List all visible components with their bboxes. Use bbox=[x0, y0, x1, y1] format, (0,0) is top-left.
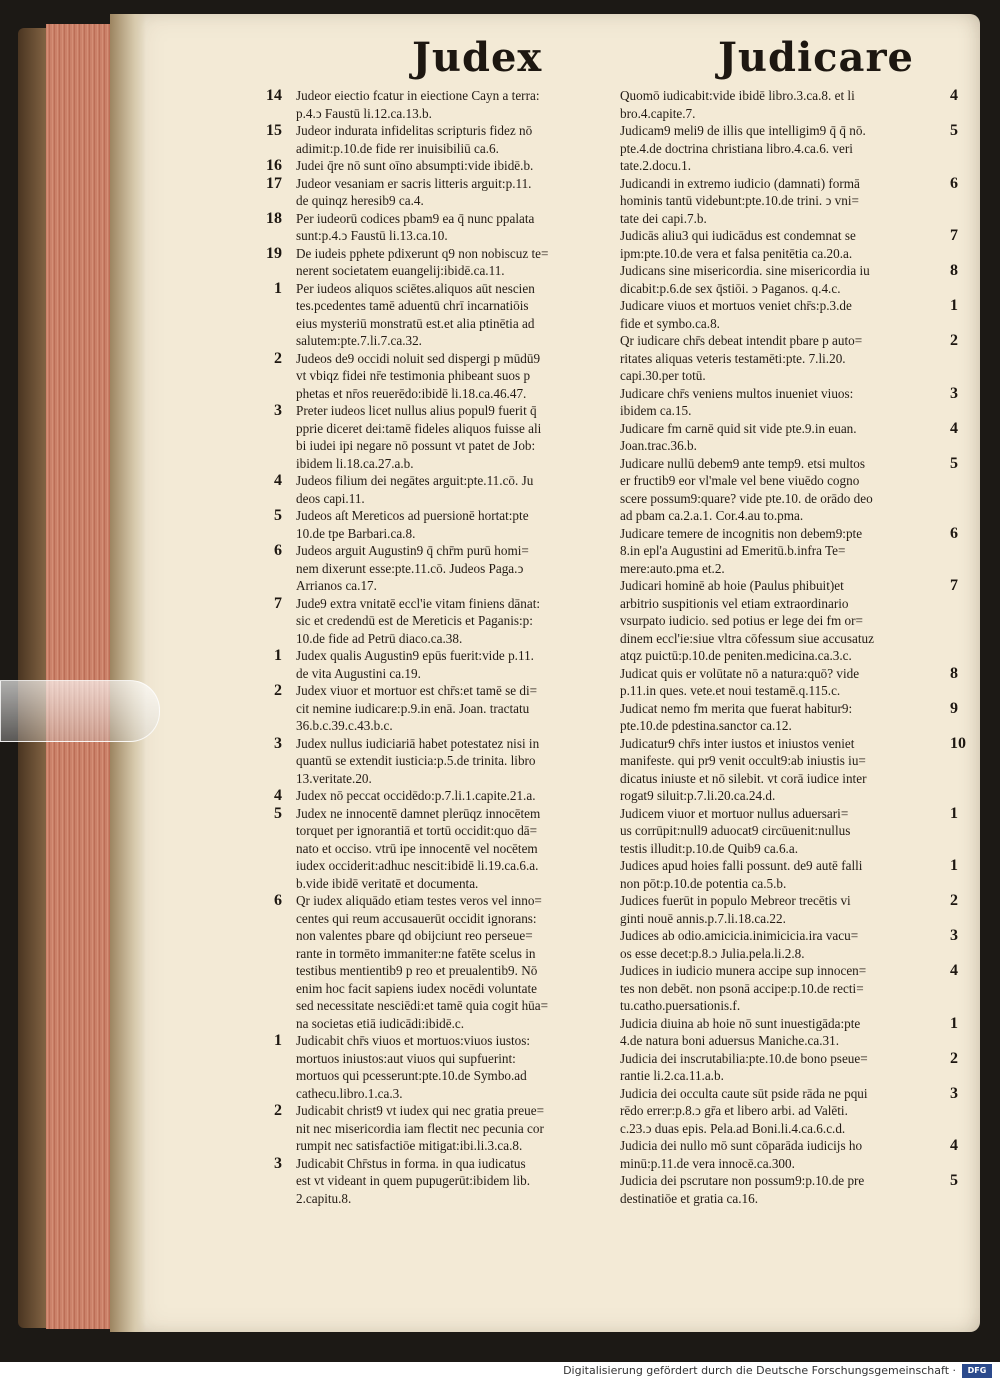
entry-line: bro.4.capite.7. bbox=[620, 105, 696, 121]
entry-line: Jude9 extra vnitatē eccl'ie vitam finiens dānat: bbox=[296, 595, 541, 611]
index-entry bbox=[274, 1154, 616, 1208]
entry-line: mortuos iniustos:aut viuos qui supfuerint: bbox=[296, 1050, 516, 1066]
entry-number: 8 bbox=[950, 262, 958, 279]
entry-line: 4.de natura boni aduersus Maniche.ca.31. bbox=[620, 1033, 839, 1048]
entry-number: 6 bbox=[274, 542, 282, 559]
entry-line: na societas etiā iudicādi:ibidē.c. bbox=[296, 1015, 465, 1031]
entry-line: p.11.in ques. vete.et noui testamē.q.115.c. bbox=[620, 683, 841, 698]
entry-number: 4 bbox=[274, 787, 282, 804]
entry-line: 13.veritate.20. bbox=[296, 770, 372, 786]
entry-number: 5 bbox=[950, 122, 958, 139]
entry-number: 19 bbox=[266, 244, 282, 262]
index-entry bbox=[274, 804, 616, 893]
entry-line: Judicare chr̄s veniens multos inueniet viuos: bbox=[620, 385, 854, 401]
entry-number: 2 bbox=[274, 349, 282, 367]
index-entry bbox=[620, 1172, 958, 1207]
entry-line: testis illudit:p.10.de Quib9 ca.6.a. bbox=[620, 840, 799, 856]
index-entry bbox=[620, 332, 958, 385]
entry-line: non pōt:p.10.de potentia ca.5.b. bbox=[620, 875, 787, 891]
entry-line: quantū se extendit iusticia:p.5.de trinita. libro bbox=[296, 753, 536, 768]
entry-line: Per iudeorū codices pbam9 ea q̄ nunc ppalata bbox=[296, 210, 535, 226]
entry-number: 2 bbox=[950, 1049, 958, 1067]
entry-line: adimit:p.10.de fide rer inuisibiliū ca.6. bbox=[296, 140, 499, 156]
entry-line: Judicem viuor et mortuor nullus aduersari= bbox=[620, 805, 849, 821]
entry-number: 18 bbox=[266, 209, 282, 227]
entry-number: 3 bbox=[950, 1084, 958, 1102]
index-entry bbox=[266, 87, 616, 122]
entry-line: Judicare nullū debem9 ante temp9. etsi multos bbox=[620, 455, 866, 471]
entry-number: 1 bbox=[950, 857, 958, 874]
entry-line: enim hoc facit sapiens iudex nocēdi voluntate bbox=[296, 980, 537, 996]
entry-line: rumpit nec satisfactiōe mitigat:ibi.li.3.ca.8. bbox=[296, 1138, 523, 1153]
index-entry bbox=[266, 122, 616, 157]
entry-line: minū:p.11.de vera innocē.ca.300. bbox=[620, 1155, 795, 1171]
entry-line: Judicare viuos et mortuos veniet chr̄s:p.3.de bbox=[620, 298, 852, 313]
entry-line: Judeor indurata infidelitas scripturis fidez nō bbox=[296, 123, 533, 138]
index-entry bbox=[274, 1102, 616, 1155]
index-entry bbox=[620, 384, 958, 420]
entry-line: Judices in iudicio munera accipe sup innocen= bbox=[620, 963, 867, 978]
index-entry bbox=[620, 699, 958, 735]
entry-line: 36.b.c.39.c.43.b.c. bbox=[296, 718, 393, 733]
entry-line: ritates aliquas veteris testamēti:pte. 7.li.20. bbox=[620, 350, 846, 366]
index-entry bbox=[274, 787, 616, 805]
entry-line: Judex nullus iudiciariā habet potestatez nisi in bbox=[296, 735, 540, 751]
entry-line: 10.de fide ad Petrū diaco.ca.38. bbox=[296, 630, 463, 646]
entry-line: Qr iudicare chr̄s debeat intendit pbare p auto= bbox=[620, 333, 863, 348]
entry-line: Judeos de9 occidi noluit sed dispergi p mūdū9 bbox=[296, 350, 541, 366]
index-entry bbox=[274, 682, 616, 735]
entry-line: nato et occiso. vtrū ipe innocentē vel nocētem bbox=[296, 840, 538, 856]
entry-line: er fructib9 eor vl'male vel bene viuēdo cogno bbox=[620, 473, 860, 488]
index-entry bbox=[620, 962, 958, 1015]
entry-line: Judices apud hoies falli possunt. de9 autē falli bbox=[620, 858, 863, 873]
index-entry bbox=[620, 87, 958, 122]
entry-line: tu.catho.puersationis.f. bbox=[620, 998, 741, 1013]
entry-line: Judex ne innocentē damnet plerūqz innocētem bbox=[296, 805, 541, 821]
entry-number: 10 bbox=[950, 734, 966, 752]
index-entry bbox=[620, 1084, 958, 1138]
entry-number: 5 bbox=[274, 507, 282, 524]
index-entry bbox=[274, 594, 616, 648]
entry-line: sunt:p.4.ↄ Faustū li.13.ca.10. bbox=[296, 228, 448, 243]
index-entry bbox=[620, 1014, 958, 1050]
index-entry bbox=[266, 209, 616, 245]
entry-number: 15 bbox=[266, 122, 282, 139]
entry-number: 6 bbox=[950, 174, 958, 192]
entry-line: Per iudeos aliquos sciētes.aliquos aūt nescien bbox=[296, 280, 535, 296]
entry-line: Judex qualis Augustin9 epūs fuerit:vide p.11. bbox=[296, 648, 534, 663]
entry-line: mere:auto.pma et.2. bbox=[620, 560, 725, 576]
entry-line: Judicia diuina ab hoie nō sunt inuestigāda:pte bbox=[620, 1015, 861, 1031]
index-entry bbox=[274, 279, 616, 350]
entry-line: 10.de tpe Barbari.ca.8. bbox=[296, 525, 416, 541]
entry-line: pte.4.de doctrina christiana libro.4.ca.6. veri bbox=[620, 140, 853, 156]
entry-line: Judeor vesaniam er sacris litteris arguit:p.11. bbox=[296, 175, 532, 191]
entry-line: non valentes pbare qd obijciunt reo perseue= bbox=[296, 928, 533, 943]
entry-line: Judicatur9 chr̄s inter iustos et iniustos veniet bbox=[620, 735, 855, 751]
footer-bar bbox=[0, 1362, 1000, 1381]
entry-line: salutem:pte.7.li.7.ca.32. bbox=[296, 333, 422, 348]
entry-line: Judex viuor et mortuor est chr̄s:et tamē se di= bbox=[296, 683, 538, 698]
entry-line: dicatus iniuste et nō silebit. vt corā iudice inter bbox=[620, 770, 867, 786]
entry-line: est vt videant in quem pupugerūt:ibidem lib. bbox=[296, 1173, 531, 1188]
entry-line: de vita Augustini ca.19. bbox=[296, 665, 421, 681]
entry-line: rogat9 siluit:p.7.li.20.ca.24.d. bbox=[620, 788, 776, 803]
entry-line: pprie diceret dei:tamē fideles aliquos fuisse ali bbox=[296, 420, 542, 436]
entry-line: rēdo errer:p.8.ↄ gr̄a et libero arbi. ad Valēti. bbox=[620, 1103, 848, 1118]
entry-line: ad pbam ca.2.a.1. Cor.4.au to.pma. bbox=[620, 508, 804, 523]
entry-number: 4 bbox=[950, 1137, 958, 1154]
entry-line: tate.2.docu.1. bbox=[620, 158, 692, 173]
entry-number: 4 bbox=[950, 962, 958, 979]
entry-line: c.23.ↄ duas epis. Pela.ad Boni.li.4.ca.6.c.d. bbox=[620, 1120, 846, 1136]
entry-line: Judicia dei occulta caute sūt pside rāda ne pqui bbox=[620, 1085, 868, 1101]
entry-number: 16 bbox=[266, 157, 282, 174]
footer-credit: Digitalisierung gefördert durch die Deutsche Forschungsgemeinschaft · bbox=[563, 1364, 956, 1377]
entry-line: rantie li.2.ca.11.a.b. bbox=[620, 1068, 724, 1083]
entry-line: ibidem li.18.ca.27.a.b. bbox=[296, 455, 414, 471]
entry-line: De iudeis pphete pdixerunt q9 non nobiscuz te= bbox=[296, 245, 549, 261]
right-column bbox=[620, 87, 966, 1207]
entry-line: Judices fuerūt in populo Mebreor trecētis vi bbox=[620, 893, 851, 908]
entry-line: nit nec misericordia iam flectit nec pecunia cor bbox=[296, 1120, 544, 1136]
entry-line: ipm:pte.10.de vera et falsa penitētia ca.20.a. bbox=[620, 245, 853, 261]
entry-line: Judicare fm carnē quid sit vide pte.9.in euan. bbox=[620, 420, 857, 436]
entry-number: 7 bbox=[274, 594, 282, 612]
entry-number: 5 bbox=[950, 454, 958, 472]
entry-number: 6 bbox=[274, 892, 282, 909]
entry-number: 3 bbox=[950, 384, 958, 402]
entry-line: torquet per ignorantiā et tortū occidit:quo dā= bbox=[296, 823, 538, 838]
index-entry bbox=[274, 349, 616, 403]
entry-line: Quomō iudicabit:vide ibidē libro.3.ca.8. et li bbox=[620, 88, 855, 103]
entry-line: 2.capitu.8. bbox=[296, 1190, 352, 1206]
entry-line: b.vide ibidē veritatē et documenta. bbox=[296, 875, 479, 891]
entry-line: deos capi.11. bbox=[296, 490, 365, 506]
index-entry bbox=[274, 1032, 616, 1102]
entry-line: vt vbiqz fidei nr̄e testimonia phibeant suos p bbox=[296, 368, 531, 383]
entry-line: Judicia dei nullo mō sunt cōparāda iudicijs ho bbox=[620, 1138, 863, 1153]
index-entry bbox=[620, 857, 958, 892]
entry-line: Preter iudeos licet nullus alius popul9 fuerit q̄ bbox=[296, 403, 537, 418]
entry-line: Judicare temere de incognitis non debem9:pte bbox=[620, 525, 863, 541]
entry-line: tes non debēt. non psonā accipe:p.10.de recti= bbox=[620, 980, 864, 996]
entry-number: 1 bbox=[950, 804, 958, 822]
entry-number: 1 bbox=[274, 1032, 282, 1049]
entry-number: 1 bbox=[274, 647, 282, 664]
entry-number: 14 bbox=[266, 87, 282, 104]
entry-line: Judicia dei pscrutare non possum9:p.10.de pre bbox=[620, 1173, 865, 1188]
index-entry bbox=[274, 542, 616, 595]
entry-number: 17 bbox=[266, 174, 282, 192]
index-entry bbox=[620, 1137, 958, 1172]
entry-line: dicabit:p.6.de sex q̄stiōi. ↄ Paganos. q.4.c. bbox=[620, 280, 841, 296]
entry-number: 3 bbox=[274, 734, 282, 752]
entry-line: Judicās aliu3 qui iudicādus est condemnat se bbox=[620, 228, 856, 243]
glass-page-holder bbox=[0, 680, 160, 742]
entry-line: scere possum9:quare? vide pte.10. de orādo deo bbox=[620, 490, 873, 506]
index-entry bbox=[620, 174, 958, 228]
index-entry bbox=[620, 454, 958, 525]
index-entry bbox=[620, 122, 958, 175]
index-entry bbox=[274, 402, 616, 472]
entry-line: sed necessitate nesciēdi:et tamē quia cogit hūa= bbox=[296, 998, 549, 1013]
entry-line: Judicari hominē ab hoie (Paulus phibuit)et bbox=[620, 578, 844, 593]
entry-line: Judeos arguit Augustin9 q̄ chr̄m purū homi= bbox=[296, 543, 529, 558]
index-entry bbox=[620, 927, 958, 962]
index-entry bbox=[274, 892, 616, 1032]
dfg-logo: DFG bbox=[962, 1364, 992, 1378]
index-entry bbox=[620, 734, 966, 805]
entry-number: 2 bbox=[950, 892, 958, 909]
entry-line: cit nemine iudicare:p.9.in enā. Joan. tractatu bbox=[296, 700, 530, 716]
entry-line: Judicandi in extremo iudicio (damnati) formā bbox=[620, 175, 860, 191]
entry-number: 4 bbox=[950, 419, 958, 437]
entry-number: 4 bbox=[274, 472, 282, 489]
entry-number: 9 bbox=[950, 699, 958, 717]
entry-line: Judicabit christ9 vt iudex qui nec gratia preue= bbox=[296, 1103, 545, 1118]
index-entry bbox=[274, 507, 616, 542]
entry-line: os esse decet:p.8.ↄ Julia.pela.li.2.8. bbox=[620, 945, 805, 961]
entry-line: testibus mentientib9 p reo et preualentib9. Nō bbox=[296, 963, 538, 978]
entry-line: vsurpato iudicio. sed potius er lege dei fm or= bbox=[620, 613, 863, 628]
index-entry bbox=[274, 647, 616, 682]
entry-number: 3 bbox=[274, 402, 282, 419]
entry-line: de quinqz heresib9 ca.4. bbox=[296, 193, 424, 208]
page-gutter bbox=[110, 14, 146, 1332]
entry-line: Judicabit Chr̄stus in forma. in qua iudicatus bbox=[296, 1155, 526, 1171]
entry-line: pte.10.de pdestina.sanctor ca.12. bbox=[620, 718, 792, 733]
index-entry bbox=[620, 262, 958, 297]
entry-number: 8 bbox=[950, 664, 958, 682]
entry-line: cathecu.libro.1.ca.3. bbox=[296, 1085, 403, 1101]
entry-line: 8.in epl'a Augustini ad Emeritū.b.infra Te= bbox=[620, 543, 846, 558]
entry-line: sic et credendū est de Mereticis et Paganis:p: bbox=[296, 613, 533, 628]
entry-number: 1 bbox=[950, 1014, 958, 1032]
entry-line: centes qui reum accusauerūt occidit ignorans: bbox=[296, 910, 537, 926]
index-entry bbox=[620, 664, 958, 700]
entry-line: us corrūpit:null9 aduocat9 circūuenit:nullus bbox=[620, 823, 851, 838]
entry-line: tate dei capi.7.b. bbox=[620, 210, 707, 226]
entry-line: Judex nō peccat occidēdo:p.7.li.1.capite.21.a. bbox=[296, 788, 536, 803]
entry-number: 2 bbox=[274, 682, 282, 699]
entry-line: bi iudei ipi negare nō possunt vt patet de Job: bbox=[296, 438, 536, 453]
entry-line: mortuos qui pcesserunt:pte.10.de Symbo.ad bbox=[296, 1068, 527, 1083]
entry-line: p.4.ↄ Faustū li.12.ca.13.b. bbox=[296, 105, 432, 121]
index-entry bbox=[620, 419, 958, 455]
entry-line: manifeste. qui pr9 venit occult9:ab iniustis iu= bbox=[620, 753, 866, 768]
entry-number: 6 bbox=[950, 524, 958, 542]
index-entry bbox=[620, 1049, 958, 1085]
entry-line: Judicat quis er volūtate nō a natura:quō? vide bbox=[620, 665, 860, 681]
entry-line: phetas et nr̄os reuerēdo:ibidē li.18.ca.46.47. bbox=[296, 385, 527, 401]
entry-number: 3 bbox=[950, 927, 958, 944]
entry-line: Qr iudex aliquādo etiam testes veros vel inno= bbox=[296, 893, 542, 908]
entry-line: nerent societatem euangelij:ibidē.ca.11. bbox=[296, 263, 505, 278]
entry-line: ibidem ca.15. bbox=[620, 403, 692, 418]
entry-number: 5 bbox=[950, 1172, 958, 1189]
entry-number: 7 bbox=[950, 227, 958, 244]
entry-number: 7 bbox=[950, 577, 958, 594]
entry-line: eius mysteriū monstratū est.et alia ptinētia ad bbox=[296, 315, 535, 331]
index-entry bbox=[620, 892, 958, 927]
index-entry bbox=[274, 734, 616, 788]
entry-line: Judeos filium dei negātes arguit:pte.11.cō. Ju bbox=[296, 473, 534, 488]
entry-line: tes.pcedentes tamē aduentū chrī incarnatiōis bbox=[296, 298, 529, 313]
entry-number: 4 bbox=[950, 87, 958, 104]
entry-line: destinatiōe et gratia ca.16. bbox=[620, 1190, 759, 1206]
entry-line: Judicans sine misericordia. sine misericordia iu bbox=[620, 263, 870, 278]
entry-number: 1 bbox=[274, 279, 282, 297]
entry-line: Arrianos ca.17. bbox=[296, 578, 377, 593]
entry-line: ginti nouē annis.p.7.li.18.ca.22. bbox=[620, 910, 786, 926]
entry-line: arbitrio suspitionis vel etiam extraordinario bbox=[620, 595, 849, 611]
entry-line: capi.30.per totū. bbox=[620, 368, 706, 383]
entry-line: hominis tantū videbunt:pte.10.de trini. ↄ vni= bbox=[620, 193, 859, 208]
entry-line: Joan.trac.36.b. bbox=[620, 438, 697, 453]
entry-line: iudex occiderit:adhuc nescit:ibidē li.19.ca.6.a. bbox=[296, 858, 539, 873]
index-entry bbox=[274, 472, 616, 507]
index-entry bbox=[620, 577, 958, 665]
entry-line: Judicat nemo fm merita que fuerat habitur9: bbox=[620, 700, 853, 716]
entry-line: Judicam9 meli9 de illis que intelligim9 q̄ q̄ nō. bbox=[620, 123, 866, 138]
entry-number: 5 bbox=[274, 804, 282, 822]
entry-line: dinem eccl'ie:siue vltra cōfessum siue accusatuz bbox=[620, 630, 874, 646]
entry-line: nem dixerunt esse:pte.11.cō. Judeos Paga.ↄ bbox=[296, 560, 524, 576]
index-entry bbox=[266, 157, 616, 175]
index-entry bbox=[620, 524, 958, 578]
entry-number: 1 bbox=[950, 297, 958, 314]
index-entry bbox=[266, 244, 616, 280]
running-head-left: Judex bbox=[412, 34, 543, 81]
index-entry bbox=[620, 227, 958, 262]
index-entry bbox=[620, 297, 958, 332]
entry-line: Judeos aſt Mereticos ad puersionē hortat:pte bbox=[296, 508, 529, 523]
entry-line: fide et symbo.ca.8. bbox=[620, 315, 720, 331]
left-column bbox=[266, 87, 616, 1207]
entry-number: 2 bbox=[950, 332, 958, 349]
entry-line: Judicabit chr̄s viuos et mortuos:viuos iustos: bbox=[296, 1033, 531, 1048]
entry-number: 2 bbox=[274, 1102, 282, 1119]
entry-line: atqz puictū:p.10.de peniten.medicina.ca.3.c. bbox=[620, 648, 852, 663]
entry-line: Judicia dei inscrutabilia:pte.10.de bono pseue= bbox=[620, 1050, 868, 1066]
entry-line: Judices ab odio.amicicia.inimicicia.ira vacu= bbox=[620, 928, 859, 943]
running-head-right: Judicare bbox=[718, 34, 914, 81]
index-entry bbox=[266, 174, 616, 210]
entry-number: 3 bbox=[274, 1154, 282, 1172]
entry-line: Judei q̄re nō sunt oīno absumpti:vide ibidē.b. bbox=[296, 158, 534, 173]
index-entry bbox=[620, 804, 958, 858]
entry-line: rante in tormēto immaniter:ne fatēte scelus in bbox=[296, 945, 536, 961]
entry-line: Judeor eiectio fcatur in eiectione Cayn a terra: bbox=[296, 88, 540, 103]
